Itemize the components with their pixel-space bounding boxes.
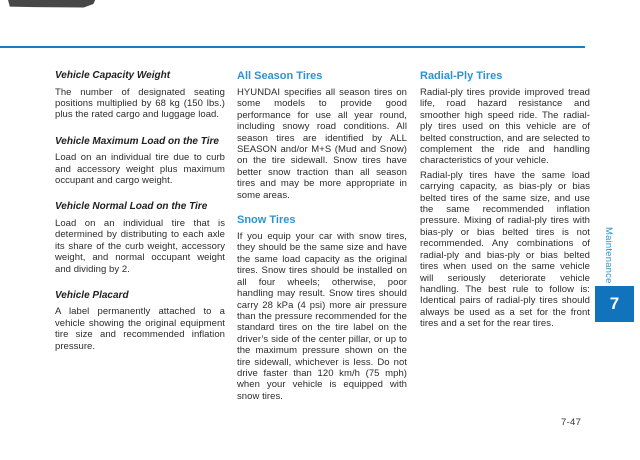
- section-body: Load on an individual tire due to curb and accessory weight plus maximum occupant and cargo weight.: [55, 152, 225, 187]
- section-body: HYUNDAI specifies all season tires on some models to provide good performance for use all year round, including snowy road conditions. All season tires are identified by ALL SEASON and/or M+S (Mud and Snow) on the tire sidewall. Snow tires have better snow traction than all season tires and may be more appropriate in some areas.: [237, 87, 407, 201]
- section-body: If you equip your car with snow tires, they should be the same size and have the same load capacity as the original tires. Snow tires should be installed on all four wheels; otherwise, poor handling may result. Snow tires should carry 28 kPa (4 psi) more air pressure than the pressure recommended for the standard tires on the tire label on the driver’s side of the center pillar, or up to the maximum pressure shown on the tire sidewall, whichever is less. Do not drive faster than 120 km/h (75 mph) when your vehicle is equipped with snow tires.: [237, 231, 407, 402]
- section-heading: All Season Tires: [237, 70, 323, 82]
- column-radial-ply-tires: [420, 70, 590, 330]
- section-all-season-tires: [237, 70, 407, 201]
- column-weight-definitions: [55, 70, 225, 352]
- section-vehicle-maximum-load: [55, 136, 225, 187]
- section-snow-tires: [237, 214, 407, 402]
- section-body: The number of designated seating positions multiplied by 68 kg (150 lbs.) plus the rated cargo and luggage load.: [55, 86, 225, 121]
- section-vehicle-placard: [55, 290, 225, 352]
- section-body: A label permanently attached to a vehicle showing the original equipment tire size and recommended inflation pressure.: [55, 306, 225, 352]
- section-heading: Radial-Ply Tires: [420, 70, 503, 82]
- section-heading: Snow Tires: [237, 214, 296, 227]
- section-heading: Vehicle Maximum Load on the Tire: [55, 135, 219, 147]
- section-radial-ply-tires: [420, 70, 590, 330]
- section-body: Load on an individual tire that is determined by distributing to each axle its share of the curb weight, accessory weight, and normal occupant weight and dividing by 2.: [55, 217, 225, 275]
- section-body: Radial-ply tires provide improved tread life, road hazard resistance and smoother high speed ride. The radial-ply tires used on this vehicle are of belted construction, and are selected to complement the ride and handling characteristics of your vehicle.: [420, 87, 590, 167]
- chapter-number-tab: 7: [595, 286, 634, 322]
- section-heading: Vehicle Placard: [55, 289, 129, 301]
- section-heading: Vehicle Capacity Weight: [55, 70, 171, 81]
- section-vehicle-capacity-weight: [55, 70, 225, 121]
- header-rule-line: [0, 46, 585, 48]
- section-vehicle-normal-load: [55, 201, 225, 275]
- section-heading: Vehicle Normal Load on the Tire: [55, 201, 208, 213]
- column-season-snow-tires: [237, 70, 407, 402]
- page-number: 7-47: [561, 417, 582, 428]
- chapter-label: Maintenance: [603, 227, 614, 284]
- section-body: Radial-ply tires have the same load carrying capacity, as bias-ply or bias belted tires of the same size, and use the same recommended inflation pressure. Mixing of radial-ply tires with bias-ply or bias belted tires is not recommended. Any combinations of radial-ply and bias-ply or bias belted tires when used on the same vehicle will seriously deteriorate vehicle handling. The best rule to follow is: Identical pairs of radial-ply tires should always be used as a set for the front tires and a set for the rear tires.: [420, 169, 590, 330]
- scan-artifact-bar: [8, 0, 96, 9]
